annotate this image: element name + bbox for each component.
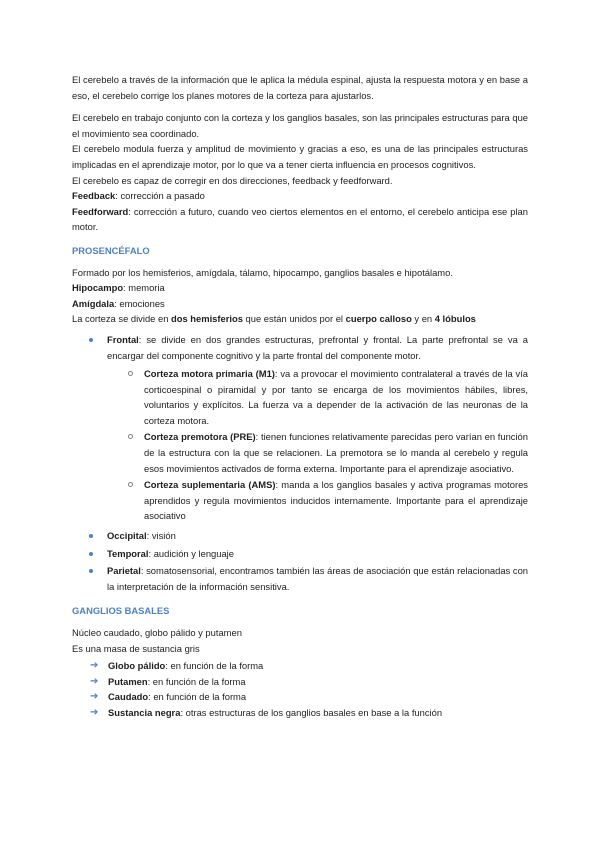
term: Corteza motora primaria (M1) [144,368,275,380]
definition: : emociones [114,297,165,309]
bullet-icon [89,338,93,342]
paragraph: El cerebelo es capaz de corregir en dos direcciones, feedback y feedforward. [72,174,393,186]
text: La corteza se divide en [72,313,172,325]
arrow-right-icon: ➔ [90,675,99,687]
paragraph: El cerebelo a través de la información que le aplica la médula espinal, ajusta la respuesta motora y en base a eso, el cerebelo corrige los planes motores de la corteza para ajustarlos. [72,74,528,101]
term: Amígdala [72,297,115,309]
definition: : memoria [123,282,165,294]
definition: : somatosensorial, encontramos también las áreas de asociación que están relacionadas con la interpretación de la información sensitiva. [107,565,528,592]
list-item-temporal [72,546,528,562]
bold-text: cuerpo calloso [345,313,412,325]
paragraph: El cerebelo en trabajo conjunto con la corteza y los ganglios basales, son las principales estructuras para que el movimiento sea coordinado. [72,112,528,139]
frontal-sublist [72,366,528,524]
section-heading-prosencefalo: PROSENCÉFALO [72,244,150,256]
circle-bullet-icon [128,434,133,439]
paragraph: Núcleo caudado, globo pálido y putamen [72,627,242,638]
list-item-frontal [72,332,528,363]
definition: : visión [146,530,176,542]
feedback-definition [72,188,528,204]
term: Globo pálido [108,660,166,672]
arrow-right-icon: ➔ [90,691,99,703]
term: Occipital [107,530,147,542]
circle-bullet-icon [128,482,133,487]
sublist-item-pre [72,429,528,476]
term: Corteza suplementaria (AMS) [144,479,276,491]
term: Frontal [107,333,139,345]
term: Feedback [72,190,116,202]
bullet-icon [89,552,93,556]
list-item-parietal [72,563,528,594]
definition: : manda a los ganglios basales y activa programas motores aprendidos y regula movimientos inducidos internamente. Importante para el aprendizaje asociativo [144,479,528,522]
circle-bullet-icon [128,371,133,376]
definition: : va a provocar el movimiento contralateral a través de la vía corticoespinal o piramidal y por tanto se encarga de los movimientos hábiles, libres, voluntarios y explícitos. La fuerza va a depender de la activación de las neuronas de la corteza motora. [144,368,529,426]
paragraph: Es una masa de sustancia gris [72,642,200,654]
sublist-item-ams [72,477,528,524]
list-item-putamen [72,674,528,690]
amigdala-definition [72,296,528,312]
bold-text: 4 lóbulos [434,313,476,325]
term: Temporal [107,547,149,559]
feedforward-definition [72,204,528,235]
bold-text: dos hemisferios [171,313,243,325]
term: Caudado [108,691,149,703]
term: Putamen [108,675,148,687]
term: Hipocampo [72,282,124,294]
term: Sustancia negra [108,706,181,718]
term: Parietal [107,565,141,577]
definition: : otras estructuras de los ganglios basales en base a la función [180,706,443,718]
definition: : audición y lenguaje [148,547,234,559]
paragraph: El cerebelo modula fuerza y amplitud de movimiento y gracias a eso, es una de las principales estructuras implicadas en el aprendizaje motor, por lo que va a tener cierta influencia en procesos cognitivos. [72,143,528,170]
list-item-caudado [72,689,528,705]
bullet-icon [89,569,93,573]
definition: : se divide en dos grandes estructuras, prefrontal y frontal. La parte prefrontal se va a encargar del componente cognitivo y la parte frontal del componente motor. [107,333,528,361]
list-item-globo-palido [72,658,528,674]
definition: : en función de la forma [165,660,264,672]
term: Feedforward [72,205,129,217]
list-item-sustancia-negra [72,705,528,721]
definition: : corrección a pasado [115,190,205,202]
definition: : corrección a futuro, cuando veo ciertos elementos en el entorno, el cerebelo anticipa ese plan motor. [72,205,528,233]
bullet-icon [89,534,93,538]
paragraph: Formado por los hemisferios, amígdala, tálamo, hipocampo, ganglios basales e hipotálamo. [72,266,453,278]
hipocampo-definition [72,280,528,296]
text: y en [411,313,435,325]
lobes-list [72,332,528,595]
sublist-item-m1 [72,366,528,428]
definition: : tienen funciones relativamente parecidas pero varían en función de la estructura con la que se relacionen. La premotora se lo manda al cerebelo y regula esos movimientos activados de forma externa. Importante para el aprendizaje asociativo. [144,431,528,474]
sublist [72,366,528,524]
corteza-paragraph [72,311,528,327]
ganglios-list [72,658,528,720]
list-item-occipital [72,528,528,544]
definition: : en función de la forma [148,691,247,703]
section-heading-ganglios: GANGLIOS BASALES [72,605,170,617]
arrow-right-icon: ➔ [90,660,99,672]
term: Corteza premotora (PRE) [144,431,256,443]
arrow-right-icon: ➔ [90,706,99,718]
definition: : en función de la forma [147,675,246,687]
text: que están unidos por el [242,313,346,325]
